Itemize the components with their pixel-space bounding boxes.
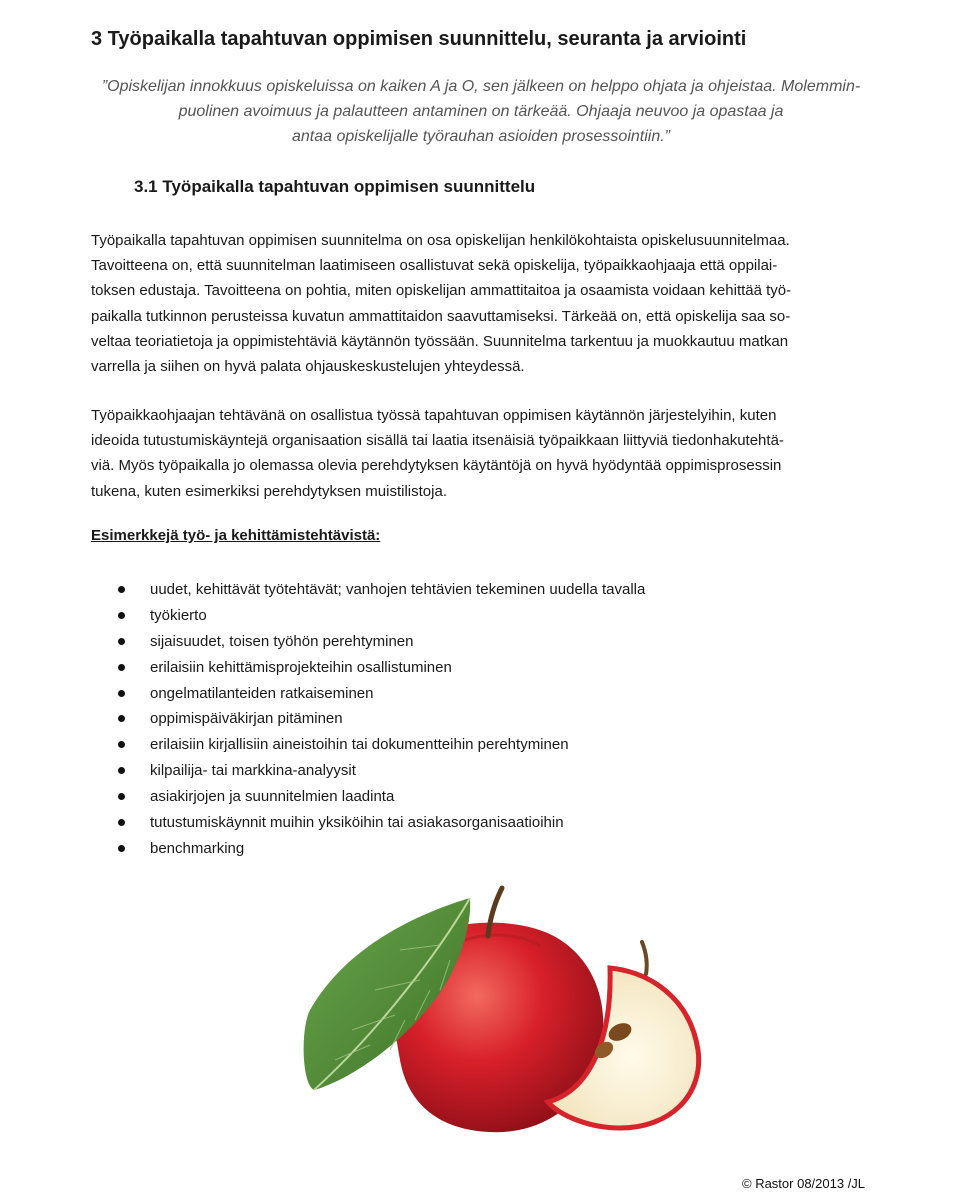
bullet-icon <box>118 845 125 852</box>
list-item <box>118 577 645 603</box>
apple-icon <box>290 880 710 1160</box>
bullet-icon <box>118 741 125 748</box>
paragraph-line: Työpaikalla tapahtuvan oppimisen suunnitelma on osa opiskelijan henkilökohtaista opiskelusuunnitelmaa. <box>91 232 790 249</box>
list-item-label: kilpailija- tai markkina-analyysit <box>150 762 356 780</box>
examples-heading: Esimerkkejä työ- ja kehittämistehtävistä: <box>91 527 381 544</box>
paragraph-line: varrella ja siihen on hyvä palata ohjauskeskustelujen yhteydessä. <box>91 358 525 376</box>
paragraph-planning <box>91 228 869 379</box>
quote-line: puolinen avoimuus ja palautteen antaminen on tärkeää. Ohjaaja neuvoo ja opastaa ja <box>178 103 784 120</box>
paragraph-line: ideoida tutustumiskäyntejä organisaation sisällä tai laatia itsenäisiä työpaikkaan liittyviä tiedonhakutehtä- <box>91 432 784 450</box>
bullet-icon <box>118 612 125 619</box>
bullet-icon <box>118 690 125 697</box>
list-item <box>118 706 645 732</box>
bullet-icon <box>118 819 125 826</box>
list-item-label: oppimispäiväkirjan pitäminen <box>150 710 343 728</box>
bullet-icon <box>118 793 125 800</box>
footer-credit: © Rastor 08/2013 /JL <box>742 1176 866 1191</box>
page-title: 3 Työpaikalla tapahtuvan oppimisen suunnittelu, seuranta ja arviointi <box>91 28 747 50</box>
quote-line: antaa opiskelijalle työrauhan asioiden prosessointiin.” <box>291 128 670 145</box>
bullet-icon <box>118 586 125 593</box>
list-item <box>118 836 645 862</box>
bullet-icon <box>118 664 125 671</box>
list-item <box>118 810 645 836</box>
paragraph-supervisor <box>91 403 869 504</box>
list-item <box>118 629 645 655</box>
bullet-icon <box>118 767 125 774</box>
list-item <box>118 655 645 681</box>
paragraph-line: toksen edustaja. Tavoitteena on pohtia, miten opiskelijan ammattitaitoa ja osaamista voidaan kehittää työ- <box>91 282 792 300</box>
intro-quote <box>90 74 872 149</box>
bullet-icon <box>118 715 125 722</box>
list-item-label: uudet, kehittävät työtehtävät; vanhojen tehtävien tekeminen uudella tavalla <box>150 581 646 598</box>
bullet-icon <box>118 638 125 645</box>
list-item-label: tutustumiskäynnit muihin yksiköihin tai asiakasorganisaatioihin <box>150 814 564 832</box>
list-item <box>118 784 645 810</box>
list-item-label: työkierto <box>150 606 207 624</box>
paragraph-line: Työpaikkaohjaajan tehtävänä on osallistua työssä tapahtuvan oppimisen käytännön järjestelyihin, kuten <box>91 407 777 424</box>
list-item-label: erilaisiin kehittämisprojekteihin osallistuminen <box>150 658 452 676</box>
list-item <box>118 603 645 629</box>
paragraph-line: paikalla tutkinnon perusteissa kuvatun ammattitaidon saavuttamiseksi. Tärkeää on, että opiskelija saa so- <box>91 307 791 325</box>
list-item-label: sijaisuudet, toisen työhön perehtyminen <box>150 632 414 650</box>
list-item <box>118 681 645 707</box>
section-heading: 3.1 Työpaikalla tapahtuvan oppimisen suunnittelu <box>134 177 536 196</box>
list-item-label: erilaisiin kirjallisiin aineistoihin tai dokumentteihin perehtyminen <box>150 736 569 754</box>
examples-list <box>118 577 645 862</box>
list-item-label: benchmarking <box>150 839 245 857</box>
list-item <box>118 758 645 784</box>
quote-line: ”Opiskelijan innokkuus opiskeluissa on kaiken A ja O, sen jälkeen on helppo ohjata ja ohjeistaa. Molemmin- <box>101 78 861 95</box>
list-item-label: asiakirjojen ja suunnitelmien laadinta <box>150 788 395 806</box>
paragraph-line: veltaa teoriatietoja ja oppimistehtäviä käytännön työssään. Suunnitelma tarkentuu ja muokkautuu matkan <box>91 332 789 350</box>
paragraph-line: Tavoitteena on, että suunnitelman laatimiseen osallistuvat sekä opiskelija, työpaikkaohjaaja että oppilai- <box>91 257 778 275</box>
list-item <box>118 732 645 758</box>
paragraph-line: tukena, kuten esimerkiksi perehdytyksen muistilistoja. <box>91 482 447 500</box>
list-item-label: ongelmatilanteiden ratkaiseminen <box>150 684 374 702</box>
paragraph-line: viä. Myös työpaikalla jo olemassa olevia perehdytyksen käytäntöjä on hyvä hyödyntää oppimisprosessin <box>91 457 782 475</box>
